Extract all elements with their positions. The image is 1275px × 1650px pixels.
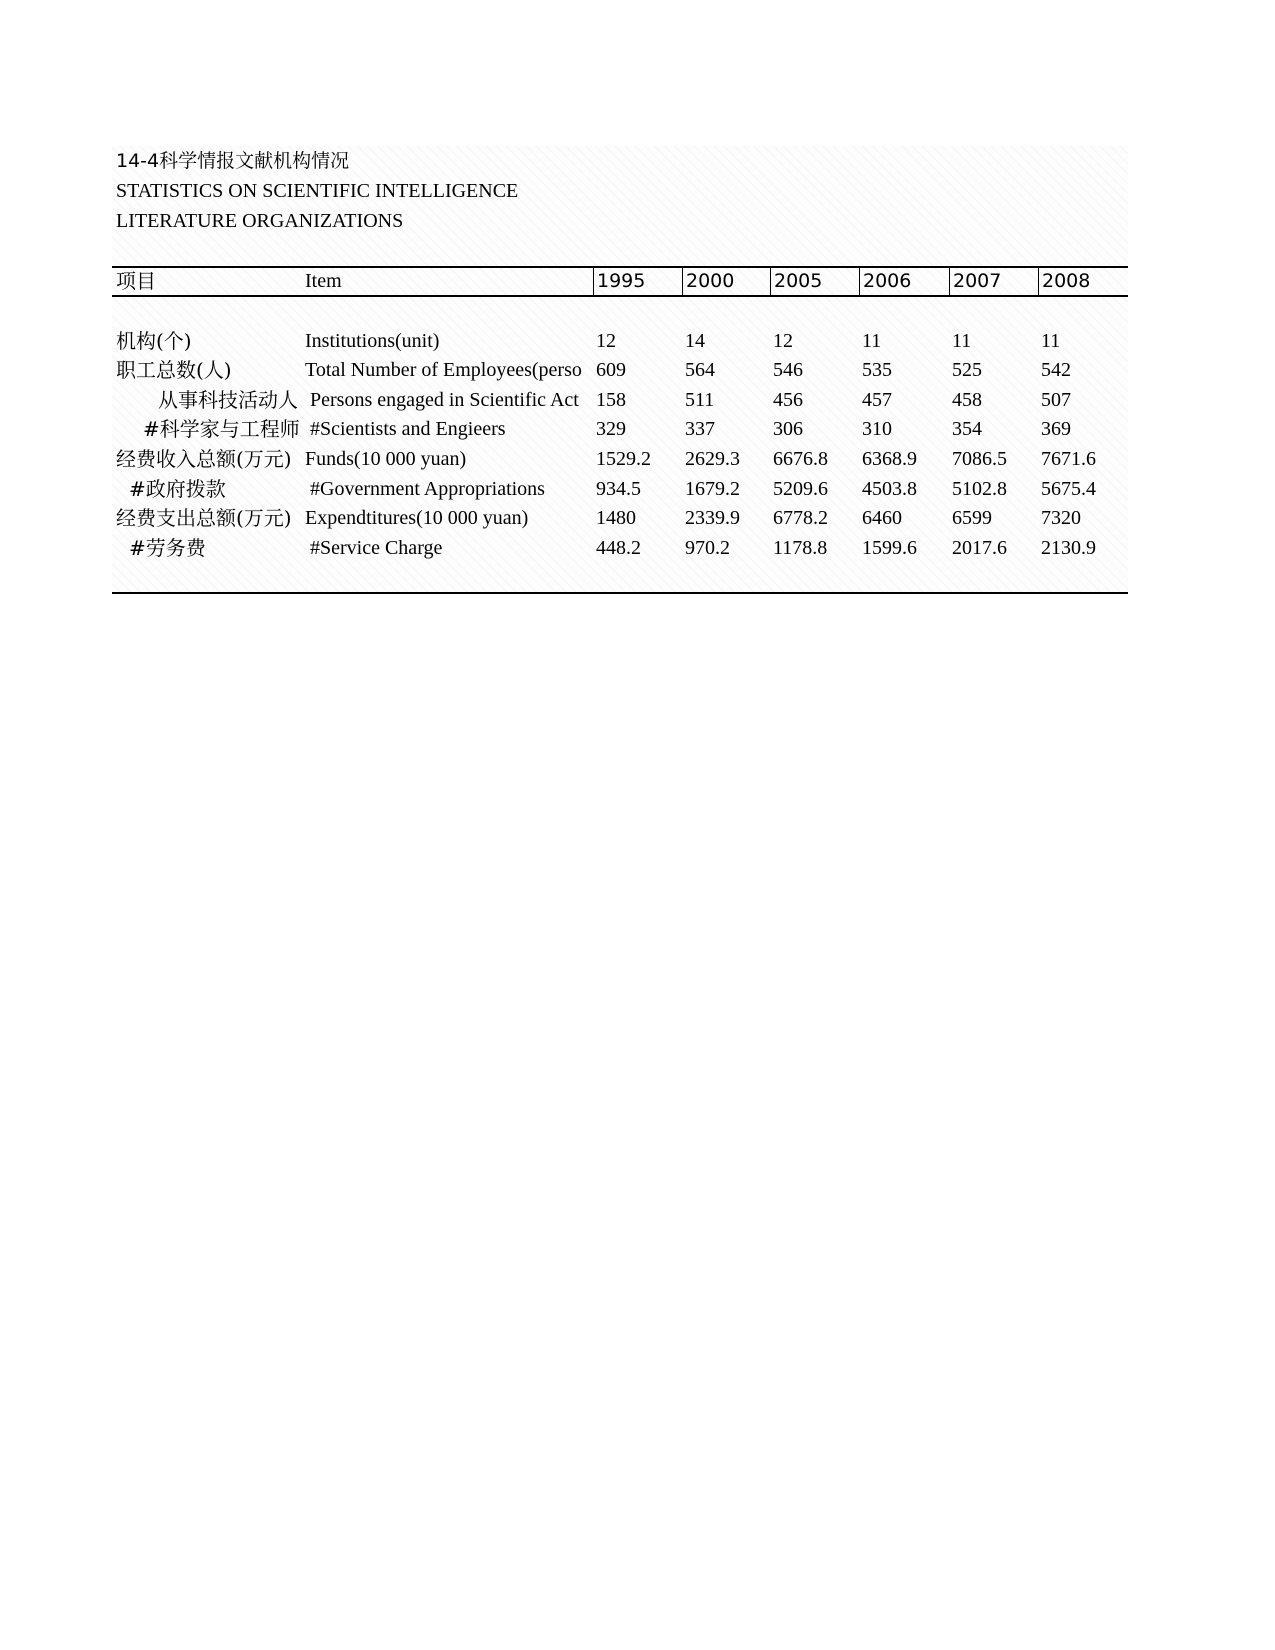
cell-2000: 2629.3 [685,448,740,470]
cell-2007: 11 [952,330,972,352]
cell-2005: 6676.8 [773,448,828,470]
cell-1995: 158 [596,389,626,411]
row-label-cn: 职工总数(人) [116,358,232,382]
header-bottom-rule [112,295,1128,297]
cell-2006: 310 [862,418,892,440]
cell-2007: 5102.8 [952,478,1007,500]
row-label-en: Institutions(unit) [305,330,440,352]
row-label-en: #Service Charge [310,537,443,559]
cell-2006: 6460 [862,507,902,529]
cell-2007: 7086.5 [952,448,1007,470]
cell-1995: 934.5 [596,478,641,500]
row-label-cn: #科学家与工程师 [143,417,300,441]
cell-2000: 564 [685,359,715,381]
header-year-2000: 2000 [682,266,771,296]
cell-2006: 457 [862,389,892,411]
cell-2005: 456 [773,389,803,411]
cell-2000: 511 [685,389,715,411]
cell-2006: 4503.8 [862,478,917,500]
cell-2007: 2017.6 [952,537,1007,559]
cell-1995: 609 [596,359,626,381]
row-label-en: Funds(10 000 yuan) [305,448,467,470]
header-item-en: Item [305,270,342,292]
table-bottom-rule [112,592,1128,594]
cell-2006: 6368.9 [862,448,917,470]
cell-1995: 448.2 [596,537,641,559]
cell-2006: 535 [862,359,892,381]
cell-2008: 11 [1041,330,1061,352]
header-year-1995: 1995 [593,266,682,296]
table-title-en-line1: STATISTICS ON SCIENTIFIC INTELLIGENCE [116,180,519,202]
header-year-2006: 2006 [859,266,948,296]
cell-2005: 6778.2 [773,507,828,529]
cell-2000: 2339.9 [685,507,740,529]
row-label-en: Persons engaged in Scientific Act [310,389,579,411]
cell-2005: 1178.8 [773,537,828,559]
cell-2006: 1599.6 [862,537,917,559]
header-item-cn: 项目 [116,269,156,293]
cell-2005: 546 [773,359,803,381]
cell-2007: 458 [952,389,982,411]
cell-2007: 354 [952,418,982,440]
cell-2008: 7671.6 [1041,448,1096,470]
title-block [116,146,518,236]
row-label-en: Total Number of Employees(perso [305,359,582,381]
row-label-cn: 机构(个) [116,329,192,353]
table-row [112,414,1128,444]
header-year-2007: 2007 [949,266,1038,296]
row-label-cn: 从事科技活动人 [158,388,298,412]
cell-2005: 5209.6 [773,478,828,500]
table-row [112,326,1128,356]
cell-2005: 12 [773,330,793,352]
cell-2000: 337 [685,418,715,440]
row-label-en: #Scientists and Engieers [310,418,506,440]
table-row [112,503,1128,533]
table-title-cn: 14-4科学情报文献机构情况 [116,150,350,172]
header-year-2008: 2008 [1038,266,1127,296]
table-row [112,385,1128,415]
cell-2007: 525 [952,359,982,381]
row-label-cn: 经费支出总额(万元) [116,506,292,530]
table-row [112,533,1128,563]
cell-2007: 6599 [952,507,992,529]
cell-2000: 970.2 [685,537,730,559]
cell-2008: 5675.4 [1041,478,1096,500]
cell-2008: 507 [1041,389,1071,411]
cell-1995: 1529.2 [596,448,651,470]
cell-1995: 329 [596,418,626,440]
table-title-en-line2: LITERATURE ORGANIZATIONS [116,210,404,232]
table-row [112,474,1128,504]
row-label-cn: 经费收入总额(万元) [116,447,292,471]
cell-2008: 542 [1041,359,1071,381]
cell-2008: 7320 [1041,507,1081,529]
cell-2000: 1679.2 [685,478,740,500]
cell-2005: 306 [773,418,803,440]
cell-2008: 369 [1041,418,1071,440]
cell-2000: 14 [685,330,705,352]
row-label-cn: #劳务费 [129,536,206,560]
table-row [112,355,1128,385]
table-header-row [112,266,1128,296]
row-label-cn: #政府拨款 [129,477,226,501]
cell-1995: 1480 [596,507,636,529]
cell-1995: 12 [596,330,616,352]
row-label-en: #Government Appropriations [310,478,545,500]
table-row [112,444,1128,474]
cell-2008: 2130.9 [1041,537,1096,559]
row-label-en: Expendtitures(10 000 yuan) [305,507,529,529]
cell-2006: 11 [862,330,882,352]
header-year-2005: 2005 [770,266,859,296]
